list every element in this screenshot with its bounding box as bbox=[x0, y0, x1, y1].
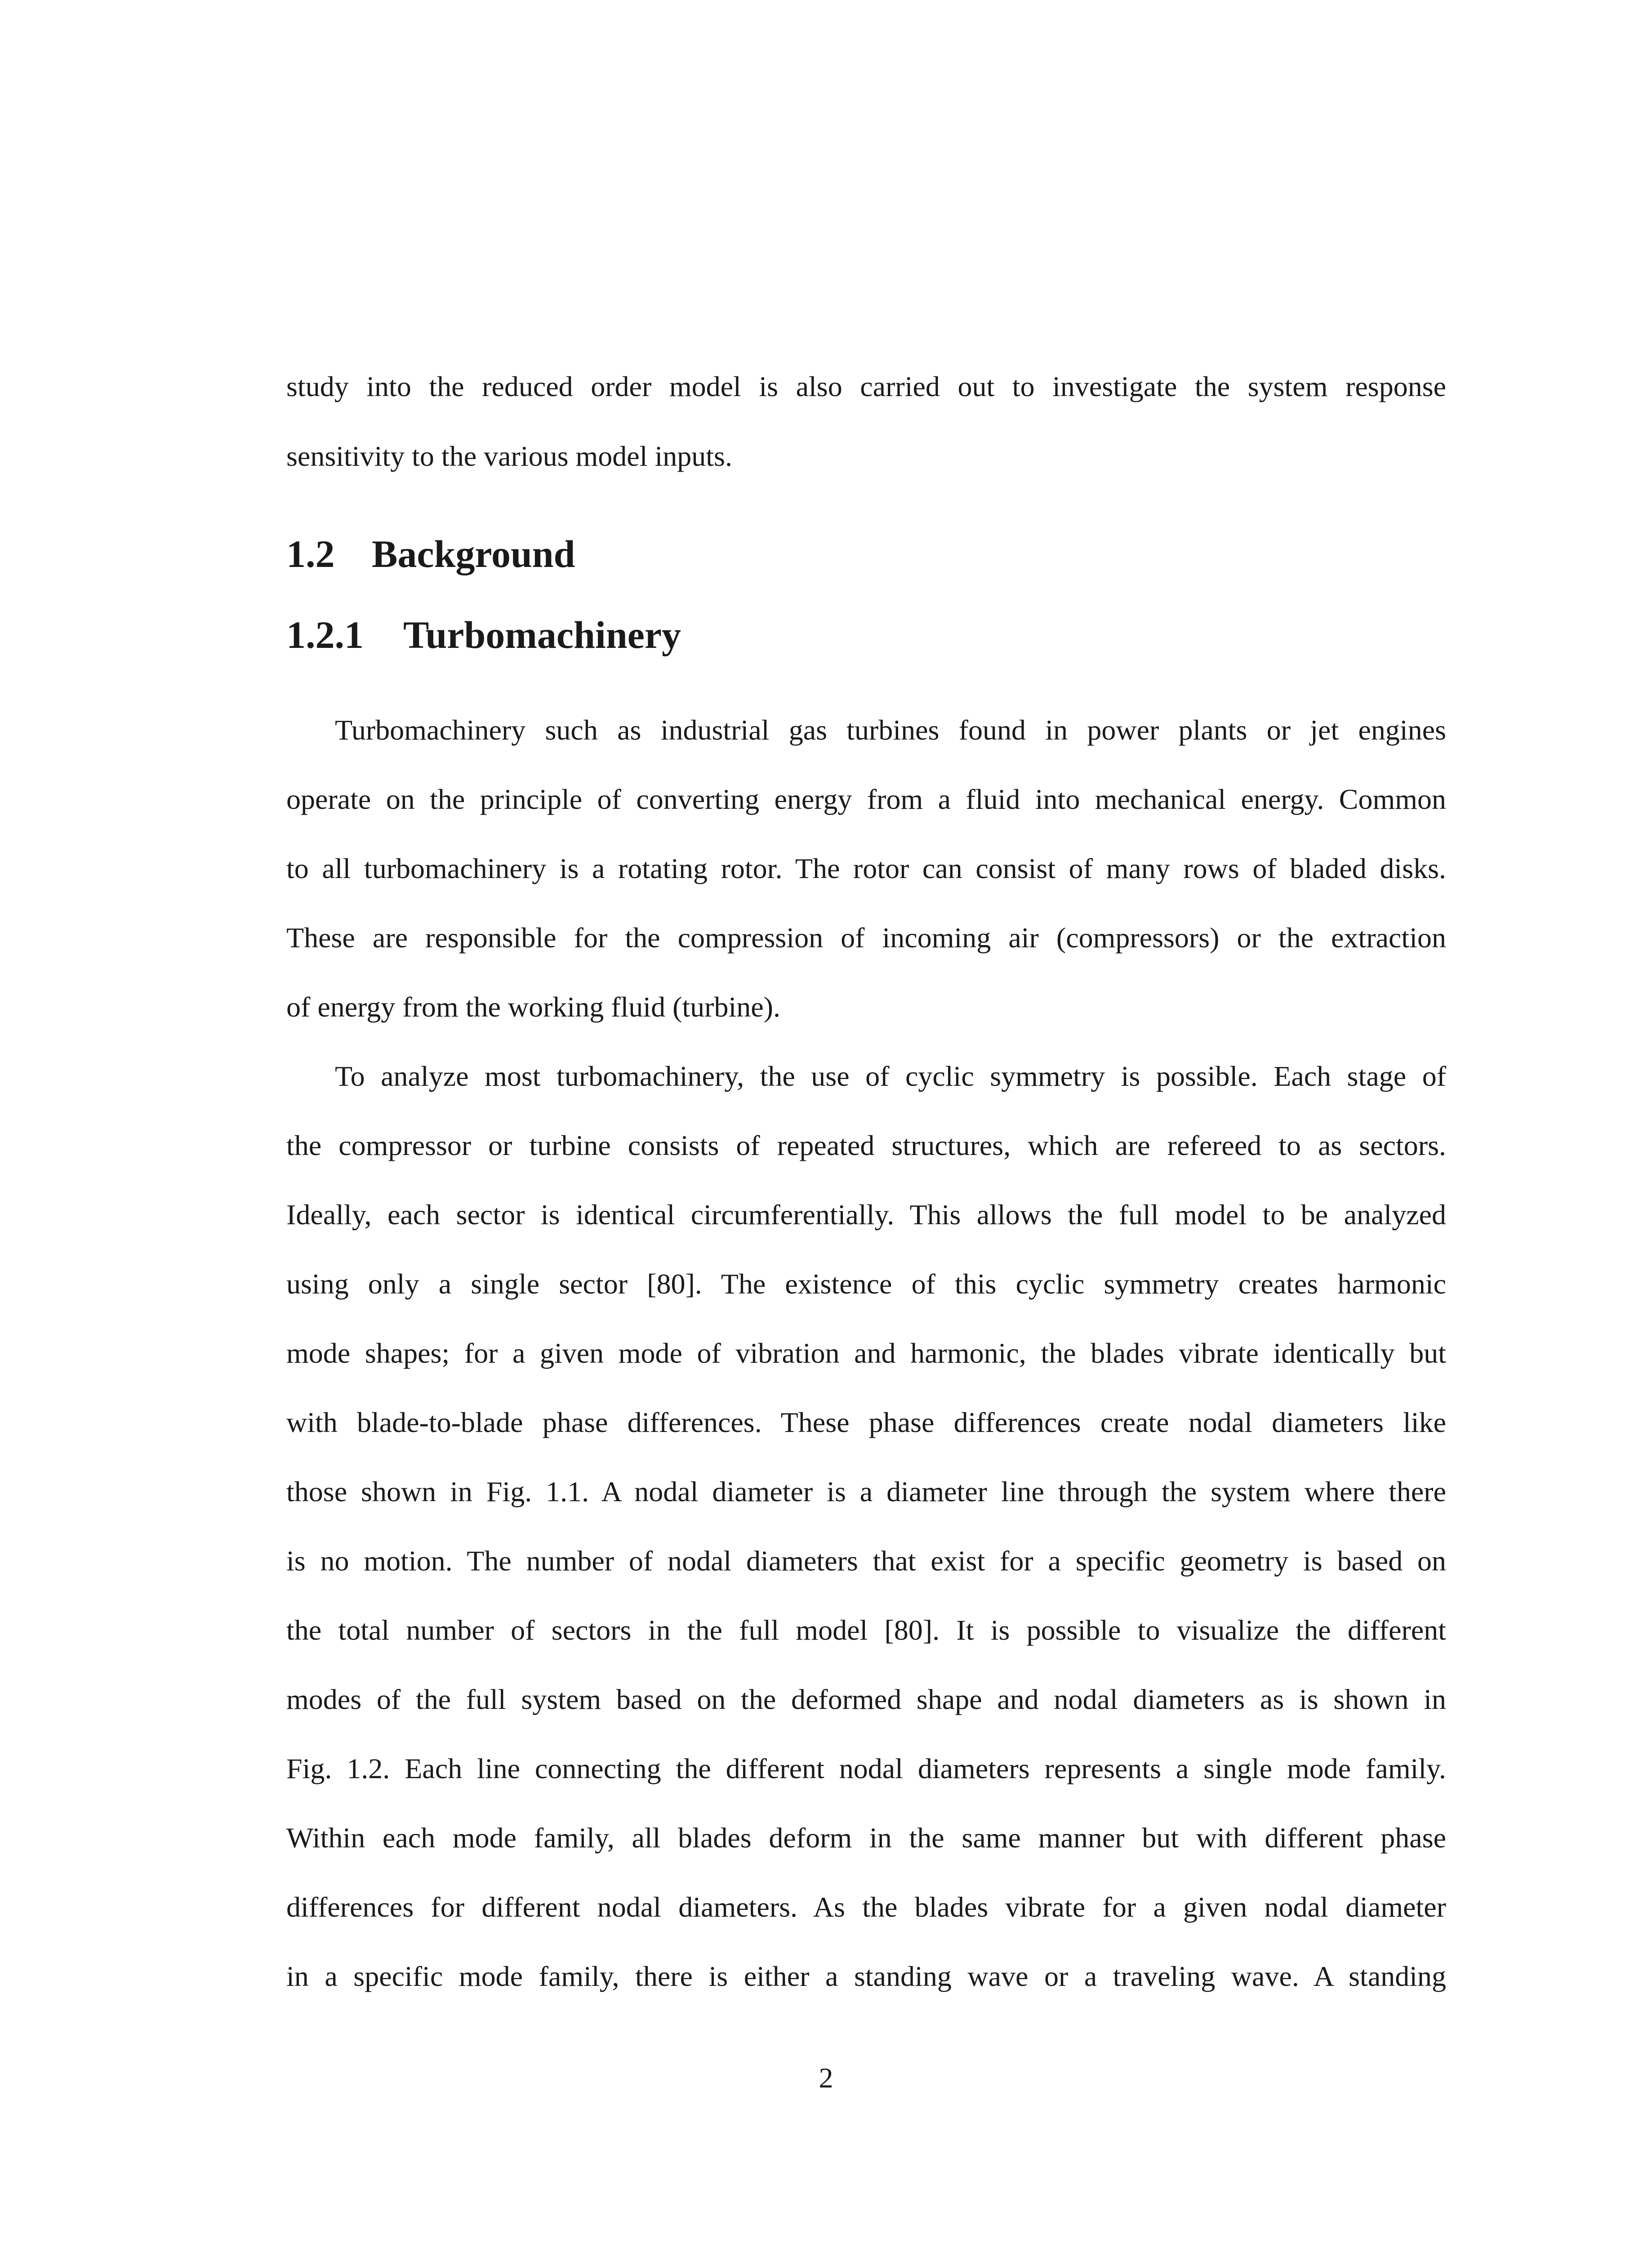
subsection-title: Turbomachinery bbox=[403, 613, 681, 656]
section-number: 1.2 bbox=[286, 532, 335, 575]
paragraph-2-line: those shown in Fig. 1.1. A nodal diameter is a diameter line through the system where there bbox=[286, 1476, 1446, 1508]
paragraph-2-line: using only a single sector [80]. The existence of this cyclic symmetry creates harmonic bbox=[286, 1268, 1446, 1300]
subsection-number: 1.2.1 bbox=[286, 613, 364, 656]
paragraph-2-line: in a specific mode family, there is either a standing wave or a traveling wave. A standing bbox=[286, 1960, 1446, 1992]
page-number: 2 bbox=[819, 2062, 833, 2094]
paragraph-2-line: the total number of sectors in the full model [80]. It is possible to visualize the different bbox=[286, 1614, 1446, 1646]
paragraph-2-line: is no motion. The number of nodal diameters that exist for a specific geometry is based on bbox=[286, 1545, 1446, 1577]
paragraph-1-line: to all turbomachinery is a rotating rotor. The rotor can consist of many rows of bladed disks. bbox=[286, 852, 1446, 884]
paragraph-2-line: Fig. 1.2. Each line connecting the different nodal diameters represents a single mode family. bbox=[286, 1753, 1446, 1784]
paragraph-1-line: These are responsible for the compression of incoming air (compressors) or the extraction bbox=[286, 922, 1446, 954]
paragraph-2-line: Ideally, each sector is identical circumferentially. This allows the full model to be analyzed bbox=[286, 1199, 1446, 1231]
paragraph-1-line: of energy from the working fluid (turbine). bbox=[286, 991, 780, 1023]
paragraph-1-line: Turbomachinery such as industrial gas turbines found in power plants or jet engines bbox=[335, 714, 1446, 746]
section-title: Background bbox=[372, 532, 575, 575]
paragraph-2-line: modes of the full system based on the deformed shape and nodal diameters as is shown in bbox=[286, 1683, 1446, 1715]
intro-line-2: sensitivity to the various model inputs. bbox=[286, 440, 732, 472]
subsection-heading bbox=[286, 612, 681, 657]
paragraph-2-line: Within each mode family, all blades deform in the same manner but with different phase bbox=[286, 1822, 1446, 1854]
paragraph-2-line: mode shapes; for a given mode of vibration and harmonic, the blades vibrate identically but bbox=[286, 1337, 1446, 1369]
paragraph-2-line: with blade-to-blade phase differences. These phase differences create nodal diameters like bbox=[286, 1406, 1446, 1438]
paragraph-1-line: operate on the principle of converting energy from a fluid into mechanical energy. Common bbox=[286, 783, 1446, 815]
intro-line-1: study into the reduced order model is also carried out to investigate the system response bbox=[286, 370, 1446, 402]
paragraph-2-line: the compressor or turbine consists of repeated structures, which are refereed to as sectors. bbox=[286, 1129, 1446, 1161]
paragraph-2-line: differences for different nodal diameters. As the blades vibrate for a given nodal diameter bbox=[286, 1891, 1446, 1923]
paragraph-2-line: To analyze most turbomachinery, the use of cyclic symmetry is possible. Each stage of bbox=[335, 1060, 1446, 1092]
section-heading bbox=[286, 531, 575, 576]
